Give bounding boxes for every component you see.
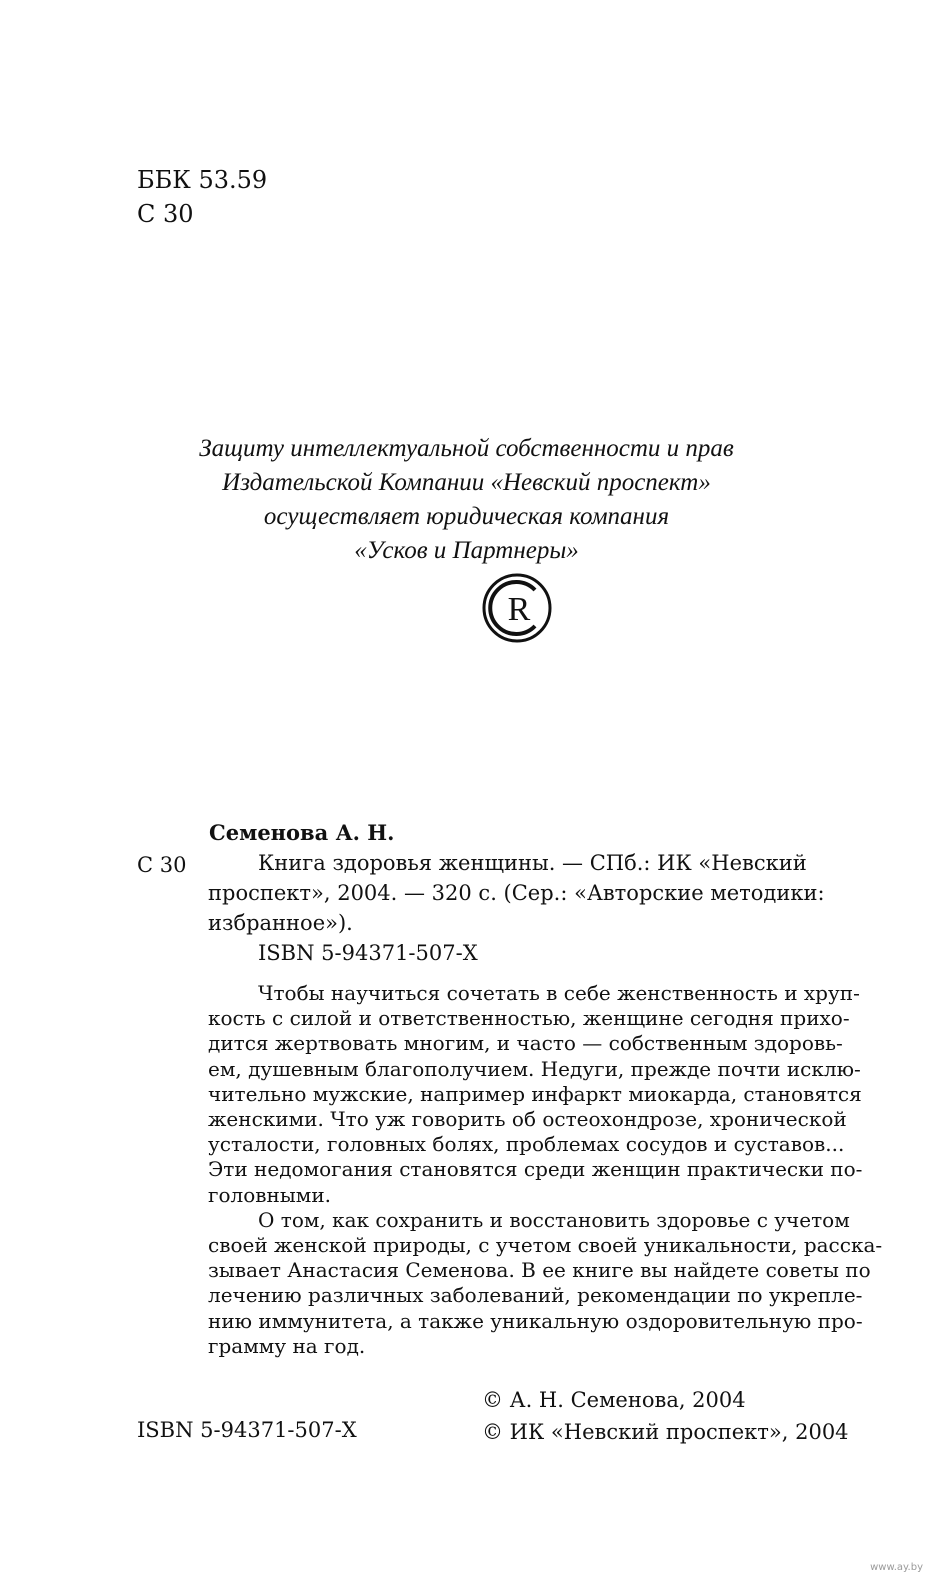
author-sign-code: С 30 [137,200,194,228]
annotation-line: зывает Анастасия Семенова. В ее книге вы найдете советы по [208,1258,871,1283]
annotation-line: Чтобы научиться сочетать в себе женственность и хруп- [258,981,860,1005]
bbk-block [137,163,267,231]
bbk-code: ББК 53.59 [137,166,268,194]
annotation-line: ем, душевным благополучием. Недуги, прежде почти исклю- [208,1056,861,1081]
footer-isbn: ISBN 5-94371-507-Х [137,1418,357,1442]
biblio-line: проспект», 2004. — 320 с. (Сер.: «Авторские методики: [208,881,825,905]
annotation-line: головными. [208,1182,332,1207]
annotation-line: Эти недомогания становятся среди женщин практически по- [208,1157,863,1182]
notice-line: «Усков и Партнеры» [354,537,579,564]
annotation-line: чительно мужские, например инфаркт миокарда, становятся [208,1081,862,1106]
biblio-line: Книга здоровья женщины. — СПб.: ИК «Невский [258,851,807,875]
notice-line: Издательской Компании «Невский проспект» [222,469,711,496]
notice-line: Защиту интеллектуальной собственности и прав [199,435,734,462]
entry-code: С 30 [137,853,187,877]
copyright-author: © А. Н. Семенова, 2004 [482,1388,746,1412]
annotation-line: грамму на год. [208,1333,366,1358]
annotation-line: своей женской природы, с учетом своей уникальности, расска- [208,1233,883,1258]
entry-isbn: ISBN 5-94371-507-Х [258,941,478,965]
annotation-line: усталости, головных болях, проблемах сосудов и суставов... [208,1132,845,1157]
annotation-line: лечению различных заболеваний, рекомендации по укрепле- [208,1283,863,1308]
bibliographic-description [208,848,896,968]
biblio-line: избранное»). [208,911,353,935]
annotation-line: кость с силой и ответственностью, женщине сегодня прихо- [208,1006,850,1031]
legal-protection-notice [0,432,933,568]
site-watermark: www.ay.by [870,1562,923,1573]
annotation-line: женскими. Что уж говорить об остеохондрозе, хронической [208,1107,847,1132]
copyright-registered-seal-icon [479,570,555,646]
entry-author: Семенова А. Н. [209,820,395,845]
svg-text:R: R [507,591,531,628]
notice-line: осуществляет юридическая компания [263,503,670,530]
annotation-line: О том, как сохранить и восстановить здоровье с учетом [258,1207,850,1232]
annotation-line: нию иммунитета, а также уникальную оздоровительную про- [208,1308,863,1333]
annotation [208,981,896,1359]
seal-graphic [479,570,555,646]
copyright-publisher: © ИК «Невский проспект», 2004 [482,1420,849,1444]
annotation-line: дится жертвовать многим, и часто — собственным здоровь- [208,1031,843,1056]
copyright-lines [482,1384,849,1448]
